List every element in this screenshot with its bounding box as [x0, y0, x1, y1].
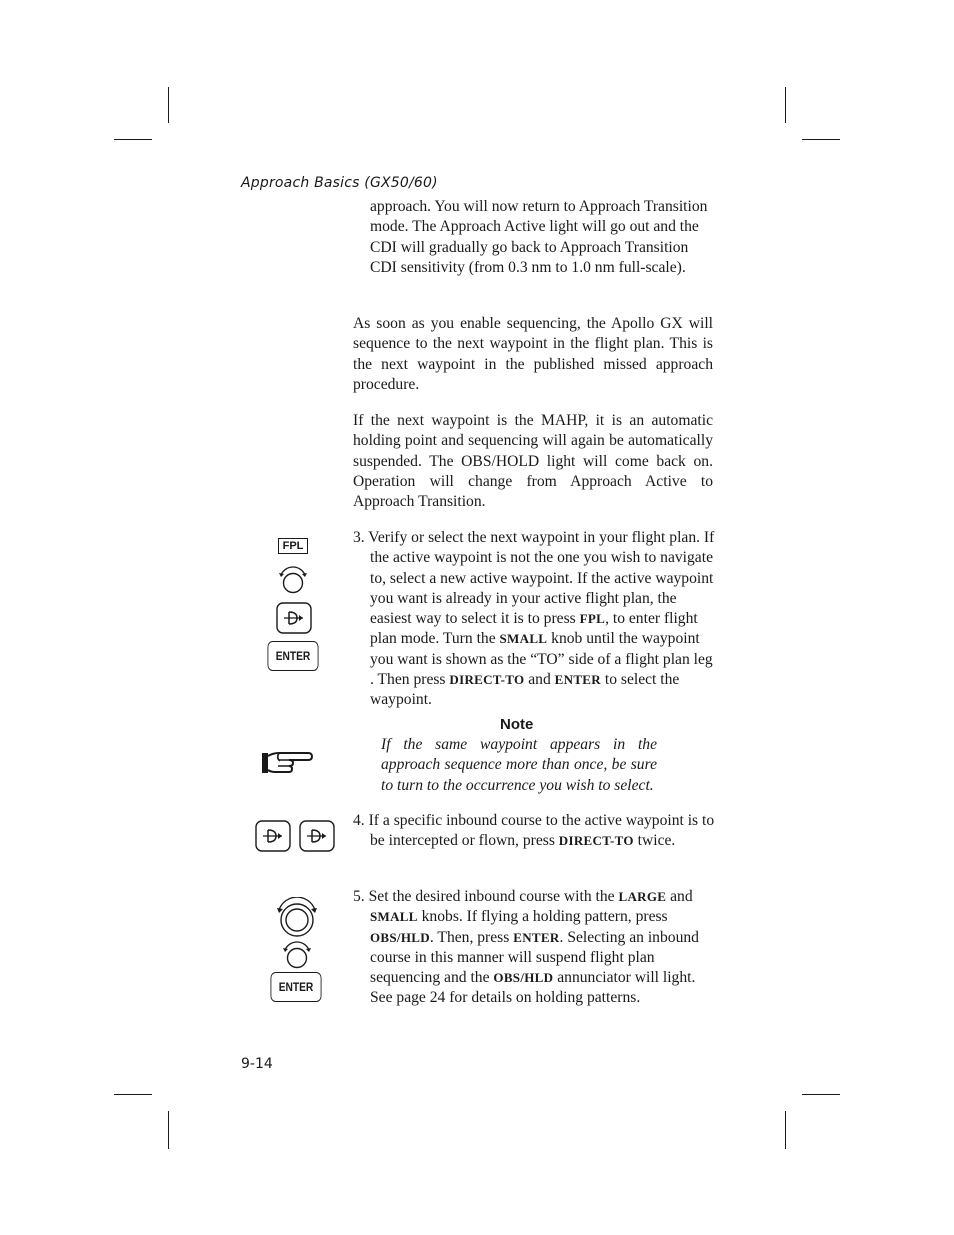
crop-mark	[168, 87, 169, 123]
pointing-hand-icon	[259, 747, 315, 777]
direct-to-key-icon	[276, 602, 312, 634]
note-title: Note	[500, 716, 534, 733]
crop-mark	[114, 139, 152, 140]
crop-mark	[802, 139, 840, 140]
enter-key-icon: ENTER	[271, 972, 322, 1002]
small-knob-icon	[280, 941, 314, 971]
large-small-knob-icon	[274, 897, 320, 939]
crop-mark	[785, 87, 786, 123]
direct-to-key-icon	[255, 820, 291, 852]
small-knob-icon	[276, 566, 310, 596]
direct-to-key-icon	[299, 820, 335, 852]
mahp-paragraph: If the next waypoint is the MAHP, it is an automatic holding point and sequencing will again be automatically suspended. The OBS/HOLD light will come back on. Operation will change from Approach Active to Approach Transition.	[353, 412, 713, 511]
step-5: 5. Set the desired inbound course with the LARGE and SMALL knobs. If flying a holding pattern, press OBS/HLD. Then, press ENTER. Selecting an inbound course in this manner will suspend flight plan sequencing and the OBS/HLD annunciator will light. See page 24 for details on holding patterns.	[353, 888, 699, 1007]
crop-mark	[802, 1094, 840, 1095]
fpl-key-icon: FPL	[278, 538, 308, 554]
sequencing-paragraph: As soon as you enable sequencing, the Apollo GX will sequence to the next waypoint in the flight plan. This is the next waypoint in the published missed approach procedure.	[353, 315, 713, 393]
running-header: Approach Basics (GX50/60)	[241, 175, 438, 191]
step-3: 3. Verify or select the next waypoint in your flight plan. If the active waypoint is not the one you wish to navigate to, select a new active waypoint. If the active waypoint you want is already in your active flight plan, the easiest way to select it is to press FPL, to enter flight plan mode. Turn the SMALL knob until the waypoint you want is shown as the “TO” side of a flight plan leg . Then press DIRECT-TO and ENTER to select the waypoint.	[353, 529, 715, 709]
crop-mark	[114, 1094, 152, 1095]
crop-mark	[785, 1111, 786, 1149]
page-number: 9-14	[241, 1056, 273, 1072]
note-body: If the same waypoint appears in the approach sequence more than once, be sure to turn to the occurrence you wish to select.	[381, 736, 657, 794]
crop-mark	[168, 1111, 169, 1149]
continued-paragraph: approach. You will now return to Approach Transition mode. The Approach Active light will go out and the CDI will gradually go back to Approach Transition CDI sensitivity (from 0.3 nm to 1.0 nm full-scale).	[370, 198, 708, 276]
enter-key-icon: ENTER	[268, 641, 319, 671]
step-4: 4. If a specific inbound course to the active waypoint is to be intercepted or flown, press DIRECT-TO twice.	[353, 812, 715, 850]
